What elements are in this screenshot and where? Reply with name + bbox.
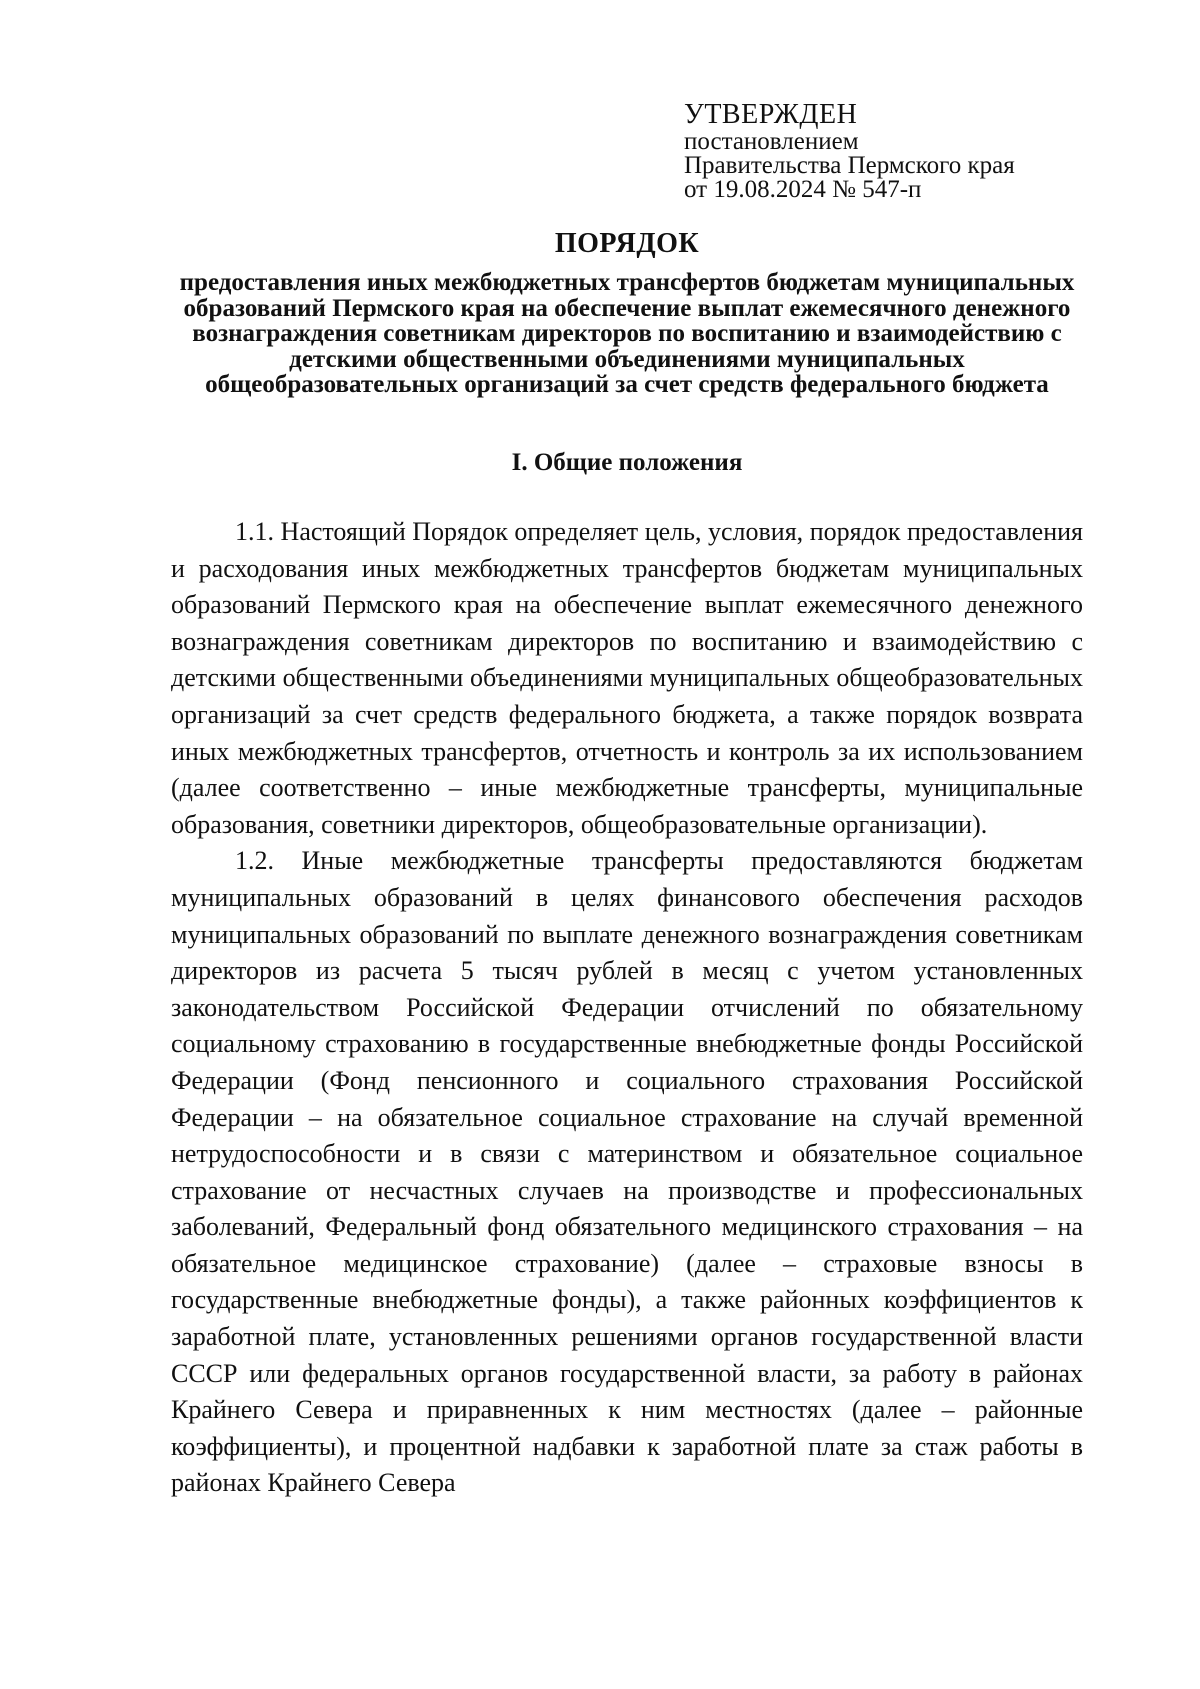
approval-line-date-number: от 19.08.2024 № 547-п (684, 176, 922, 203)
document-subtitle: предоставления иных межбюджетных трансфертов бюджетам муниципальных образований Пермского края на обеспечение выплат ежемесячного денежного вознаграждения советникам директоров по воспитанию и взаимодействию с детскими общественными объединениями муниципальных общеобразовательных организаций за счет средств федерального бюджета (179, 269, 1075, 398)
approval-title: УТВЕРЖДЕН (684, 99, 858, 130)
body-text (171, 514, 1083, 1502)
section-heading: I. Общие положения (511, 449, 743, 476)
document-title: ПОРЯДОК (554, 228, 700, 259)
paragraph-1-2: 1.2. Иные межбюджетные трансферты предоставляются бюджетам муниципальных образований в целях финансового обеспечения расходов муниципальных образований по выплате денежного вознаграждения советникам директоров из расчета 5 тысяч рублей в месяц с учетом установленных законодательством Российской Федерации отчислений по обязательному социальному страхованию в государственные внебюджетные фонды Российской Федерации (Фонд пенсионного и социального страхования Российской Федерации – на обязательное социальное страхование на случай временной нетрудоспособности и в связи с материнством и обязательное социальное страхование от несчастных случаев на производстве и профессиональных заболеваний, Федеральный фонд обязательного медицинского страхования – на обязательное медицинское страхование) (далее – страховые взносы в государственные внебюджетные фонды), а также районных коэффициентов к заработной плате, установленных решениями органов государственной власти СССР или федеральных органов государственной власти, за работу в районах Крайнего Севера и приравненных к ним местностях (далее – районные коэффициенты), и процентной надбавки к заработной плате за стаж работы в районах Крайнего Севера (171, 846, 1083, 1498)
paragraph-1-1: 1.1. Настоящий Порядок определяет цель, условия, порядок предоставления и расходования иных межбюджетных трансфертов бюджетам муниципальных образований Пермского края на обеспечение выплат ежемесячного денежного вознаграждения советникам директоров по воспитанию и взаимодействию с детскими общественными объединениями муниципальных общеобразовательных организаций за счет средств федерального бюджета, а также порядок возврата иных межбюджетных трансфертов, отчетность и контроль за их использованием (далее соответственно – иные межбюджетные трансферты, муниципальные образования, советники директоров, общеобразовательные организации). (171, 517, 1083, 839)
approval-line-decree: постановлением (684, 128, 859, 155)
approval-line-government: Правительства Пермского края (684, 152, 1015, 179)
approval-stamp (684, 100, 1104, 202)
